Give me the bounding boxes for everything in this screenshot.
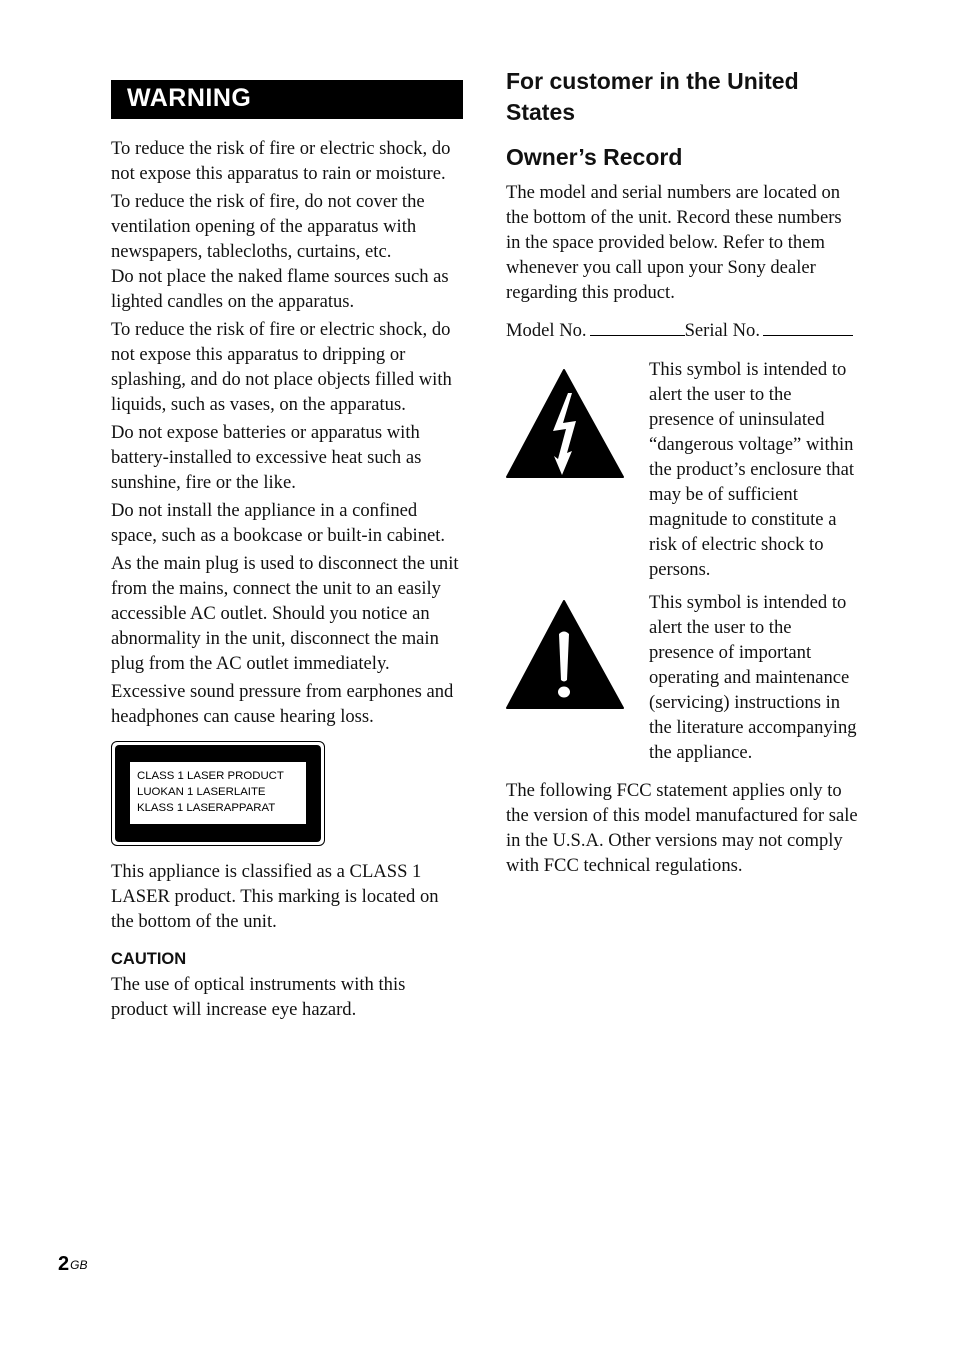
warning-paragraph: Do not install the appliance in a confined space, such as a bookcase or built-in cabinet. <box>111 500 446 546</box>
exclamation-symbol-text: This symbol is intended to alert the user to the presence of important operating and maintenance (servicing) instructions in the literature accompanying the appliance. <box>649 592 857 763</box>
left-column <box>111 80 463 1022</box>
us-customer-heading: For customer in the United States <box>506 68 799 125</box>
warning-paragraph: To reduce the risk of fire, do not cover the ventilation opening of the apparatus with newspapers, tablecloths, curtains, etc. <box>111 191 425 262</box>
exclamation-symbol-row <box>506 590 858 765</box>
warning-paragraph: Excessive sound pressure from earphones and headphones can cause hearing loss. <box>111 681 454 727</box>
page-number-value: 2 <box>58 1253 70 1275</box>
caution-heading: CAUTION <box>111 950 187 968</box>
warning-paragraph: As the main plug is used to disconnect the unit from the mains, connect the unit to an easily accessible AC outlet. Should you notice an abnormality in the unit, disconnect the main plug from the AC outlet immediately. <box>111 553 459 674</box>
owners-record-heading: Owner’s Record <box>506 144 683 170</box>
warning-heading: WARNING <box>111 80 463 119</box>
owners-record-text: The model and serial numbers are located on the bottom of the unit. Record these numbers in the space provided below. Refer to them whenever you call upon your Sony dealer regarding this product. <box>506 182 842 303</box>
warning-paragraph: Do not place the naked flame sources such as lighted candles on the apparatus. <box>111 266 449 312</box>
voltage-symbol-row <box>506 357 858 582</box>
fcc-statement-text: The following FCC statement applies only to the version of this model manufactured for sale in the U.S.A. Other versions may not comply with FCC technical regulations. <box>506 780 858 876</box>
laser-label-text-area <box>130 762 306 824</box>
lightning-warning-icon <box>506 357 649 582</box>
laser-label-border <box>115 745 321 842</box>
exclamation-warning-icon <box>506 590 649 765</box>
laser-label-line: CLASS 1 LASER PRODUCT <box>137 770 284 782</box>
right-column <box>506 66 858 878</box>
warning-paragraph: To reduce the risk of fire or electric shock, do not expose this apparatus to dripping or splashing, and do not place objects filled with liquids, such as vases, on the apparatus. <box>111 319 452 415</box>
page-number-suffix: GB <box>70 1258 88 1272</box>
serial-number-label: Serial No. <box>684 320 760 341</box>
warning-paragraph: Do not expose batteries or apparatus with battery-installed to excessive heat such as sunshine, fire or the like. <box>111 422 422 493</box>
voltage-symbol-text: This symbol is intended to alert the user to the presence of uninsulated “dangerous voltage” within the product’s enclosure that may be of sufficient magnitude to constitute a risk of electric shock to persons. <box>649 359 854 580</box>
serial-number-blank <box>763 319 853 336</box>
model-number-label: Model No. <box>506 320 587 341</box>
laser-label-line: KLASS 1 LASERAPPARAT <box>137 802 276 814</box>
warning-paragraph: To reduce the risk of fire or electric shock, do not expose this apparatus to rain or moisture. <box>111 138 451 184</box>
laser-classification-text: This appliance is classified as a CLASS 1 LASER product. This marking is located on the bottom of the unit. <box>111 861 439 932</box>
record-fields <box>506 318 858 343</box>
page-number <box>58 1252 87 1276</box>
model-number-blank <box>590 319 685 336</box>
laser-label-line: LUOKAN 1 LASERLAITE <box>137 786 266 798</box>
caution-text: The use of optical instruments with this product will increase eye hazard. <box>111 974 406 1020</box>
class1-laser-label <box>111 741 325 846</box>
